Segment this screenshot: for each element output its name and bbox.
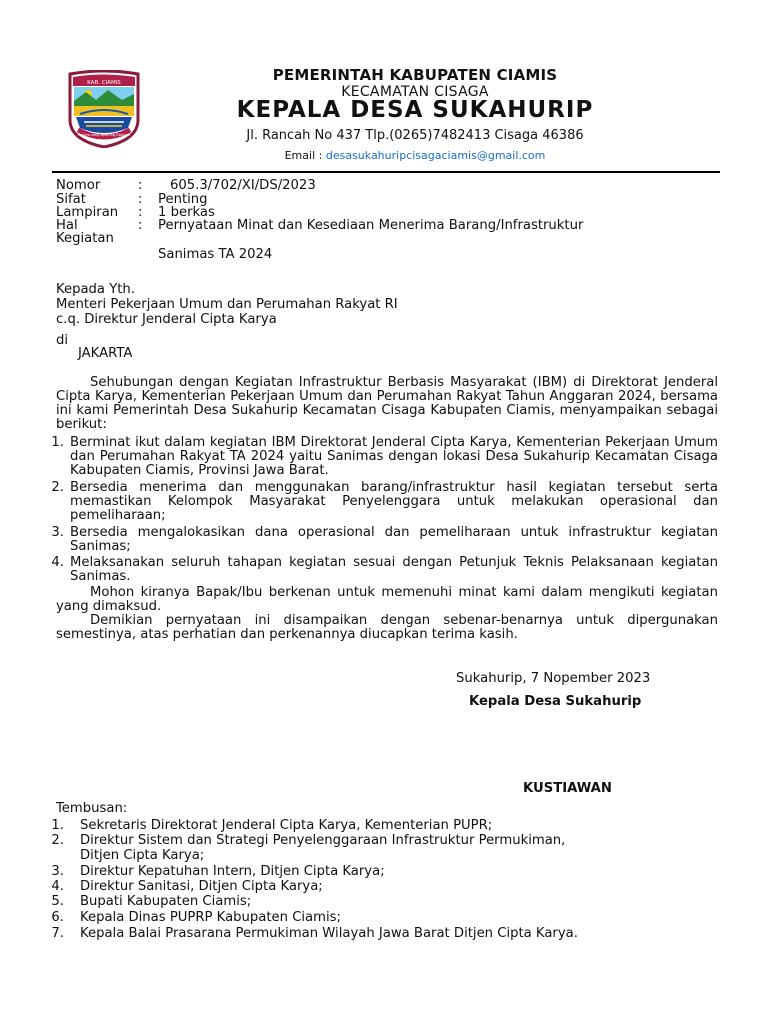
sifat-value: Penting — [158, 192, 208, 207]
cc-item: Direktur Kepatuhan Intern, Ditjen Cipta Karya; — [80, 864, 385, 879]
recipient-line1: Menteri Pekerjaan Umum dan Perumahan Rakyat RI — [56, 297, 398, 312]
cc-number: 1. — [51, 818, 64, 833]
letterhead-divider — [52, 171, 720, 173]
cc-item: Direktur Sanitasi, Ditjen Cipta Karya; — [80, 879, 323, 894]
cc-item: Sekretaris Direktorat Jenderal Cipta Karya, Kementerian PUPR; — [80, 818, 493, 833]
kegiatan-label: Kegiatan — [56, 231, 114, 246]
sifat-colon: : — [138, 192, 143, 207]
closing-paragraph-1: Mohon kiranya Bapak/Ibu berkenan untuk memenuhi minat kami dalam mengikuti kegiatan yang dimaksud. — [56, 585, 718, 614]
cc-number: 4. — [51, 879, 64, 894]
lampiran-label: Lampiran — [56, 205, 119, 220]
recipient-di: di — [56, 333, 69, 348]
recipient-salutation: Kepada Yth. — [56, 282, 135, 297]
cc-number: 3. — [51, 864, 64, 879]
logo-text-top: KAB. CIAMIS — [87, 80, 121, 86]
address-line: Jl. Rancah No 437 Tlp.(0265)7482413 Cisaga 46386 — [246, 128, 584, 143]
hal-colon: : — [138, 218, 143, 233]
recipient-line2: c.q. Direktur Jenderal Cipta Karya — [56, 312, 277, 327]
government-heading: PEMERINTAH KABUPATEN CIAMIS — [272, 66, 558, 84]
cc-number: 6. — [51, 910, 64, 925]
cc-number: 2. — [51, 833, 64, 848]
item-number: 4. — [51, 555, 64, 570]
list-item: Melaksanakan seluruh tahapan kegiatan sesuai dengan Petunjuk Teknis Pelaksanaan kegiatan Sanimas. — [70, 555, 718, 584]
email-label: Email : — [284, 149, 323, 162]
cc-item: Kepala Balai Prasarana Permukiman Wilayah Jawa Barat Ditjen Cipta Karya. — [80, 926, 578, 941]
cc-item: Kepala Dinas PUPRP Kabupaten Ciamis; — [80, 910, 341, 925]
hal-value-line2: Sanimas TA 2024 — [158, 247, 273, 262]
place-date: Sukahurip, 7 Nopember 2023 — [456, 671, 651, 686]
nomor-value: 605.3/702/XI/DS/2023 — [170, 178, 316, 193]
logo-text-bottom: Rahayuning Ayuning Rahayu — [78, 133, 130, 137]
lampiran-colon: : — [138, 205, 143, 220]
lampiran-value: 1 berkas — [158, 205, 215, 220]
hal-value-line1: Pernyataan Minat dan Kesediaan Menerima Barang/Infrastruktur — [158, 218, 584, 233]
cc-heading: Tembusan: — [56, 801, 128, 816]
nomor-label: Nomor — [56, 178, 101, 193]
office-heading: KEPALA DESA SUKAHURIP — [236, 97, 594, 123]
email-link[interactable]: desasukahuripcisagaciamis@gmail.com — [325, 149, 546, 162]
item-number: 1. — [51, 435, 64, 450]
list-item: Berminat ikut dalam kegiatan IBM Direktorat Jenderal Cipta Karya, Kementerian Pekerjaan Umum dan Perumahan Rakyat TA 2024 yaitu Sanimas dengan lokasi Desa Sukahurip Kecamatan Cisaga Kabupaten Ciamis, Provinsi Jawa Barat. — [70, 435, 718, 478]
signatory-name: KUSTIAWAN — [523, 781, 612, 796]
item-number: 3. — [51, 525, 64, 540]
list-item: Bersedia menerima dan menggunakan barang/infrastruktur hasil kegiatan tersebut serta memastikan Kelompok Masyarakat Penyelenggara untuk melakukan operasional dan pemeliharaan; — [70, 480, 718, 523]
cc-number: 7. — [51, 926, 64, 941]
cc-item-continuation: Ditjen Cipta Karya; — [80, 848, 205, 863]
sifat-label: Sifat — [56, 192, 86, 207]
hal-label: Hal — [56, 218, 78, 233]
list-item: Bersedia mengalokasikan dana operasional dan pemeliharaan untuk infrastruktur kegiatan Sanimas; — [70, 525, 718, 554]
recipient-city: JAKARTA — [78, 346, 133, 361]
email-line — [190, 149, 640, 162]
cc-item: Bupati Kabupaten Ciamis; — [80, 894, 252, 909]
district-heading: KECAMATAN CISAGA — [341, 84, 489, 100]
cc-number: 5. — [51, 894, 64, 909]
signatory-title: Kepala Desa Sukahurip — [469, 694, 642, 709]
item-number: 2. — [51, 480, 64, 495]
intro-paragraph: Sehubungan dengan Kegiatan Infrastruktur Berbasis Masyarakat (IBM) di Direktorat Jenderal Cipta Karya, Kementerian Pekerjaan Umum dan Perumahan Rakyat Tahun Anggaran 2024, bersama ini kami Pemerintah Desa Sukahurip Kecamatan Cisaga Kabupaten Ciamis, menyampaikan sebagai berikut: — [56, 375, 718, 432]
cc-item: Direktur Sistem dan Strategi Penyelenggaraan Infrastruktur Permukiman, — [80, 833, 566, 848]
nomor-colon: : — [138, 178, 143, 193]
closing-paragraph-2: Demikian pernyataan ini disampaikan dengan sebenar-benarnya untuk dipergunakan semestinya, atas perhatian dan perkenannya diucapkan terima kasih. — [56, 613, 718, 642]
regency-emblem-logo — [66, 70, 142, 148]
